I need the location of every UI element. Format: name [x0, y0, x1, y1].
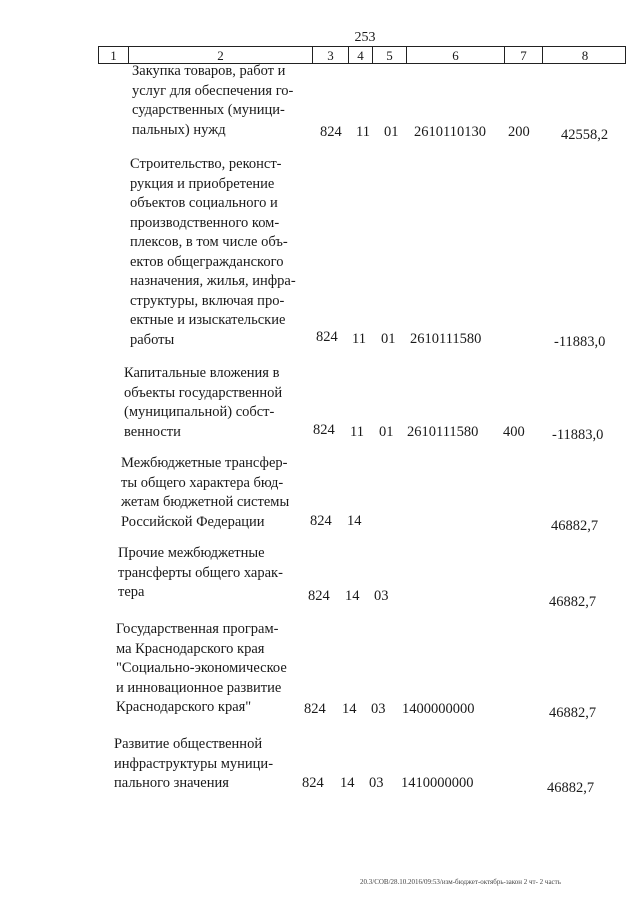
row-description [121, 454, 301, 532]
column-header-1: 1 [99, 47, 129, 63]
cell-c3: 824 [308, 588, 330, 604]
cell-c8: 46882,7 [547, 780, 595, 796]
cell-c4: 14 [347, 513, 362, 529]
column-header-2: 2 [129, 47, 313, 63]
cell-c8: -11883,0 [552, 427, 604, 443]
description-line: ма Краснодарского края [116, 640, 265, 657]
description-line: ты общего характера бюд- [121, 474, 284, 491]
description-line: Межбюджетные трансфер- [121, 455, 288, 471]
description-line: "Социально-экономическое [116, 660, 287, 676]
description-line: Государственная програм- [116, 621, 279, 637]
cell-c5: 03 [369, 775, 384, 791]
cell-c7: 200 [508, 124, 530, 140]
cell-c6: 1400000000 [402, 701, 475, 717]
description-line: и инновационное развитие [116, 679, 282, 696]
description-line: объекты государственной [124, 384, 283, 401]
cell-c3: 824 [310, 513, 332, 529]
cell-c8: 46882,7 [551, 518, 599, 534]
description-line: назначения, жилья, инфра- [130, 273, 296, 289]
cell-c8: -11883,0 [554, 334, 606, 350]
cell-c4: 11 [352, 331, 366, 347]
column-header-8: 8 [581, 48, 589, 63]
column-header-3: 3 [313, 47, 349, 63]
description-line: сударственных (муници- [132, 102, 285, 118]
description-line: Капитальные вложения в [124, 365, 280, 381]
description-line: ектов общегражданского [130, 253, 284, 270]
cell-c6: 2610111580 [410, 331, 482, 347]
cell-c8: 42558,2 [561, 127, 609, 143]
cell-c4: 11 [356, 124, 370, 140]
cell-c3: 824 [316, 329, 338, 345]
cell-c5: 01 [384, 124, 399, 140]
description-line: производственного ком- [130, 214, 280, 231]
cell-c7: 400 [503, 424, 525, 440]
column-header-7: 7 [505, 47, 543, 63]
cell-c6: 2610110130 [414, 124, 486, 140]
description-line: ектные и изыскательские [130, 312, 286, 328]
description-line: Строительство, реконст- [130, 156, 282, 172]
description-line: инфраструктуры муници- [114, 755, 274, 772]
cell-c5: 03 [374, 588, 389, 604]
footer-file-path: 20.3/СОВ/28.10.2016/09:53/изм-бюджет-октябрь-закон 2 чт- 2 часть [360, 878, 561, 886]
description-line: рукция и приобретение [130, 175, 275, 192]
description-line: пальных) нужд [132, 121, 226, 138]
cell-c3: 824 [302, 775, 324, 791]
cell-c3: 824 [320, 124, 342, 140]
description-line: Закупка товаров, работ и [132, 63, 286, 79]
description-line: Российской Федерации [121, 513, 265, 530]
description-line: Прочие межбюджетные [118, 545, 265, 561]
cell-c4: 11 [350, 424, 364, 440]
cell-c6: 2610111580 [407, 424, 479, 440]
description-line: плексов, в том числе объ- [130, 234, 288, 250]
cell-c8: 46882,7 [549, 705, 597, 721]
row-description [124, 364, 302, 442]
row-description [130, 155, 304, 350]
cell-c4: 14 [345, 588, 360, 604]
description-line: пального значения [114, 775, 229, 791]
row-description [116, 620, 298, 718]
cell-c3: 824 [304, 701, 326, 717]
cell-c5: 01 [379, 424, 394, 440]
column-header-5: 5 [373, 47, 407, 63]
cell-c6: 1410000000 [401, 775, 474, 791]
cell-c4: 14 [342, 701, 357, 717]
cell-c4: 14 [340, 775, 355, 791]
row-description [114, 735, 296, 794]
description-line: структуры, включая про- [130, 292, 285, 309]
cell-c5: 03 [371, 701, 386, 717]
column-header-4: 4 [349, 47, 373, 63]
cell-c5: 01 [381, 331, 396, 347]
description-line: Развитие общественной [114, 736, 263, 752]
row-description [132, 62, 310, 140]
description-line: услуг для обеспечения го- [132, 82, 294, 99]
description-line: работы [130, 331, 175, 348]
cell-c8: 46882,7 [549, 594, 597, 610]
cell-c3: 824 [313, 422, 335, 438]
page-number: 253 [354, 30, 376, 45]
description-line: венности [124, 423, 181, 440]
description-line: жетам бюджетной системы [121, 494, 290, 510]
description-line: объектов социального и [130, 195, 278, 211]
column-header-6: 6 [407, 47, 505, 63]
description-line: (муниципальной) собст- [124, 404, 275, 420]
description-line: Краснодарского края" [116, 699, 252, 715]
row-description [118, 544, 300, 603]
description-line: тера [118, 584, 145, 600]
description-line: трансферты общего харак- [118, 564, 283, 581]
